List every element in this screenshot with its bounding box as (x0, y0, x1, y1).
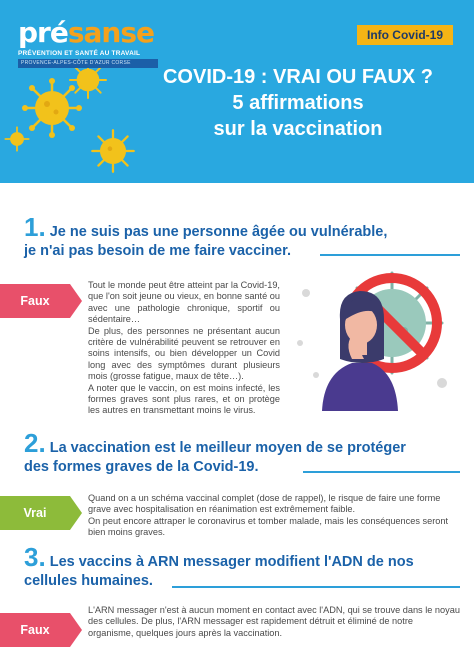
paragraph: Tout le monde peut être atteint par la Covid-19, que l'on soit jeune ou vieux, en bonne santé ou avec une pathologie chronique, sportif ou sédentaire… (88, 280, 280, 325)
section-3-title (24, 542, 414, 591)
section-1-body (88, 280, 280, 417)
title-line-1: COVID-19 : VRAI OU FAUX ? (162, 66, 434, 88)
verdict-badge-vrai: Vrai (0, 496, 70, 530)
section-number: 2. (24, 428, 46, 458)
section-title-line-2: cellules humaines. (24, 573, 153, 589)
title-line-3: sur la vaccination (213, 118, 383, 140)
section-title-line-1: La vaccination est le meilleur moyen de se protéger (49, 440, 406, 456)
title-line-2: 5 affirmations (232, 92, 364, 114)
logo-wordmark (18, 18, 168, 48)
paragraph: On peut encore attraper le coronavirus et tomber malade, mais les conséquences seront bien moins graves. (88, 515, 449, 538)
paragraph: A noter que le vaccin, on est moins infecté, les formes graves sont plus rares, et on protège les autres en transmettant moins le virus. (88, 382, 280, 416)
section-title-line-2: des formes graves de la Covid-19. (24, 459, 259, 475)
section-2-body (88, 493, 460, 539)
verdict-badge-faux: Faux (0, 613, 70, 647)
section-number: 3. (24, 542, 46, 572)
section-divider (172, 586, 460, 588)
logo-tagline: PRÉVENTION ET SANTÉ AU TRAVAIL (18, 50, 141, 57)
logo-word-pre: pré (18, 16, 68, 49)
section-divider (303, 471, 460, 473)
sick-woman-no-virus-illustration (292, 263, 464, 411)
section-number: 1. (24, 212, 46, 242)
paragraph: Quand on a un schéma vaccinal complet (dose de rappel), le risque de faire une forme grave avec hospitalisation en réanimation est extrêmement faible. (88, 493, 441, 515)
info-badge: Info Covid-19 (357, 25, 453, 45)
section-3-body (88, 605, 460, 639)
section-title-line-2: je n'ai pas besoin de me faire vacciner. (24, 243, 291, 259)
header-banner (0, 0, 474, 183)
logo-region: PROVENCE-ALPES-CÔTE D'AZUR CORSE (18, 59, 158, 68)
virus-icon (4, 126, 30, 152)
section-title-line-1: Les vaccins à ARN messager modifient l'ADN de nos (49, 554, 414, 570)
section-divider (320, 254, 460, 256)
paragraph: L'ARN messager n'est à aucun moment en contact avec l'ADN, qui se trouve dans le noyau des cellules. De plus, l'ARN messager est rapidement détruit et éliminé de notre organisme, quelques jours après la vaccination. (88, 605, 460, 638)
logo-word-post: sanse (67, 16, 154, 49)
page-title (128, 64, 468, 142)
presanse-logo (18, 18, 168, 68)
paragraph: De plus, des personnes ne présentant aucun critère de vulnérabilité peuvent se retrouver en soins intensifs, ou bien développer un Covid long avec des symptômes durant plusieurs mois (grosse fatigue, maux de tête…). (88, 325, 280, 382)
verdict-badge-faux: Faux (0, 284, 70, 318)
section-title-line-1: Je ne suis pas une personne âgée ou vulnérable, (49, 224, 388, 240)
